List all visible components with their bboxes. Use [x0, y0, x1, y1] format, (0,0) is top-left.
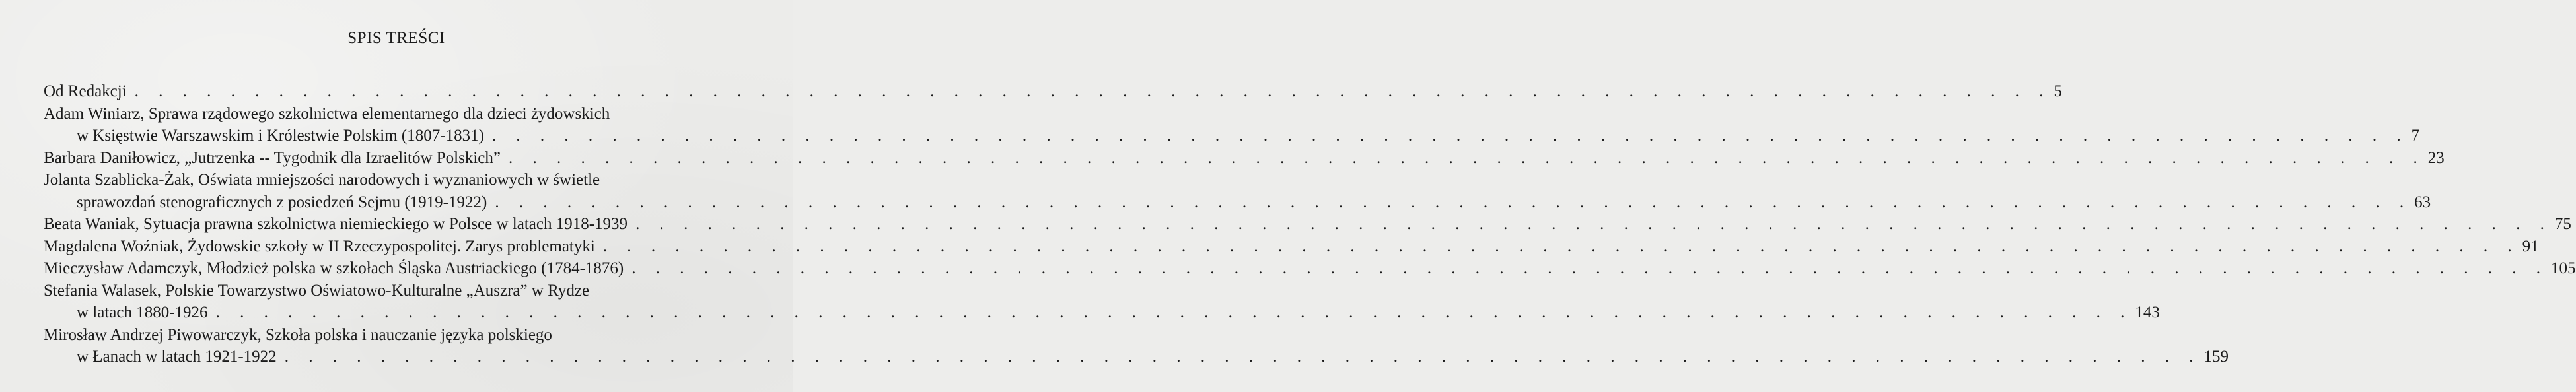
- toc-entry-text-continued: w Łanach w latach 1921-1922: [77, 348, 277, 366]
- table-of-contents: [44, 81, 2576, 368]
- toc-page-number: 75: [2554, 215, 2571, 233]
- toc-line: [44, 125, 2420, 147]
- toc-line: [44, 191, 2431, 214]
- toc-page-number: 5: [2054, 82, 2062, 100]
- toc-entry: [44, 147, 2445, 170]
- toc-entry-text: Jolanta Szablicka-Żak, Oświata mniejszości narodowych i wyznaniowych w świetle: [44, 171, 600, 189]
- toc-page-number: 23: [2427, 148, 2445, 167]
- toc-entry: [44, 213, 2571, 236]
- toc-line: [44, 236, 2539, 258]
- dot-leader: . . . . . . . . . . . . . . . . . . . . . . . . . . . . . . . . . . . . . . . . . . . . . . . . . . . . . . . . . . . . . . . . . . . . . . . . . . . . . . . .: [495, 193, 2412, 211]
- toc-entry-text: Magdalena Woźniak, Żydowskie szkoły w II Rzeczypospolitej. Zarys problematyki: [44, 237, 595, 255]
- page-title: SPIS TREŚCI: [347, 29, 445, 47]
- toc-entry-text: Barbara Daniłowicz, „Jutrzenka -- Tygodnik dla Izraelitów Polskich”: [44, 148, 501, 167]
- toc-entry-text: Mirosław Andrzej Piwowarczyk, Szkoła polska i nauczanie języka polskiego: [44, 325, 552, 344]
- toc-entry-text: Mieczysław Adamczyk, Młodzież polska w szkołach Śląska Austriackiego (1784-1876): [44, 259, 624, 277]
- dot-leader: . . . . . . . . . . . . . . . . . . . . . . . . . . . . . . . . . . . . . . . . . . . . . . . . . . . . . . . . . . . . . . . . . . . . . . . . . . . . . . . .: [635, 215, 2552, 233]
- dot-leader: . . . . . . . . . . . . . . . . . . . . . . . . . . . . . . . . . . . . . . . . . . . . . . . . . . . . . . . . . . . . . . . . . . . . . . . . . . . . . . . .: [284, 348, 2201, 366]
- toc-line: [44, 103, 752, 125]
- toc-entry: [44, 81, 2062, 103]
- toc-entry: [44, 236, 2539, 258]
- toc-entry-text: Od Redakcji: [44, 82, 127, 100]
- toc-entry-text: Beata Waniak, Sytuacja prawna szkolnictwa niemieckiego w Polsce w latach 1918-1939: [44, 215, 628, 233]
- toc-line: [44, 81, 2062, 103]
- toc-line: [44, 213, 2571, 236]
- toc-page-number: 91: [2522, 237, 2539, 255]
- toc-line: [44, 147, 2445, 170]
- toc-entry: [44, 324, 2229, 368]
- toc-entry-text-continued: sprawozdań stenograficznych z posiedzeń Sejmu (1919-1922): [77, 193, 487, 211]
- toc-entry: [44, 280, 2160, 324]
- toc-line: [44, 346, 2229, 368]
- toc-entry-text-continued: w Księstwie Warszawskim i Królestwie Polskim (1807-1831): [77, 127, 484, 145]
- toc-entry: [44, 257, 2576, 280]
- toc-entry: [44, 169, 2431, 213]
- toc-page-number: 63: [2414, 193, 2431, 211]
- toc-line: [44, 257, 2576, 280]
- toc-page-number: 143: [2135, 304, 2160, 321]
- dot-leader: . . . . . . . . . . . . . . . . . . . . . . . . . . . . . . . . . . . . . . . . . . . . . . . . . . . . . . . . . . . . . . . . . . . . . . . . . . . . . . . .: [602, 237, 2520, 255]
- toc-page-number: 7: [2411, 127, 2420, 145]
- dot-leader: . . . . . . . . . . . . . . . . . . . . . . . . . . . . . . . . . . . . . . . . . . . . . . . . . . . . . . . . . . . . . . . . . . . . . . . . . . . . . . . .: [509, 148, 2425, 167]
- dot-leader: . . . . . . . . . . . . . . . . . . . . . . . . . . . . . . . . . . . . . . . . . . . . . . . . . . . . . . . . . . . . . . . . . . . . . . . . . . . . . . . .: [491, 127, 2409, 145]
- toc-entry-text: Stefania Walasek, Polskie Towarzystwo Oświatowo-Kulturalne „Auszra” w Rydze: [44, 281, 590, 300]
- toc-page-number: 105: [2551, 259, 2576, 277]
- dot-leader: . . . . . . . . . . . . . . . . . . . . . . . . . . . . . . . . . . . . . . . . . . . . . . . . . . . . . . . . . . . . . . . . . . . . . . . . . . . . . . . .: [215, 304, 2133, 321]
- toc-line: [44, 169, 752, 191]
- toc-entry: [44, 103, 2420, 147]
- dot-leader: . . . . . . . . . . . . . . . . . . . . . . . . . . . . . . . . . . . . . . . . . . . . . . . . . . . . . . . . . . . . . . . . . . . . . . . . . . . . . . . .: [631, 259, 2548, 277]
- toc-entry-text-continued: w latach 1880-1926: [77, 304, 208, 321]
- dot-leader: . . . . . . . . . . . . . . . . . . . . . . . . . . . . . . . . . . . . . . . . . . . . . . . . . . . . . . . . . . . . . . . . . . . . . . . . . . . . . . . .: [134, 82, 2052, 100]
- toc-entry-text: Adam Winiarz, Sprawa rządowego szkolnictwa elementarnego dla dzieci żydowskich: [44, 104, 610, 123]
- toc-line: [44, 302, 2160, 324]
- toc-line: [44, 324, 752, 346]
- toc-page-number: 159: [2203, 348, 2229, 366]
- toc-line: [44, 280, 752, 302]
